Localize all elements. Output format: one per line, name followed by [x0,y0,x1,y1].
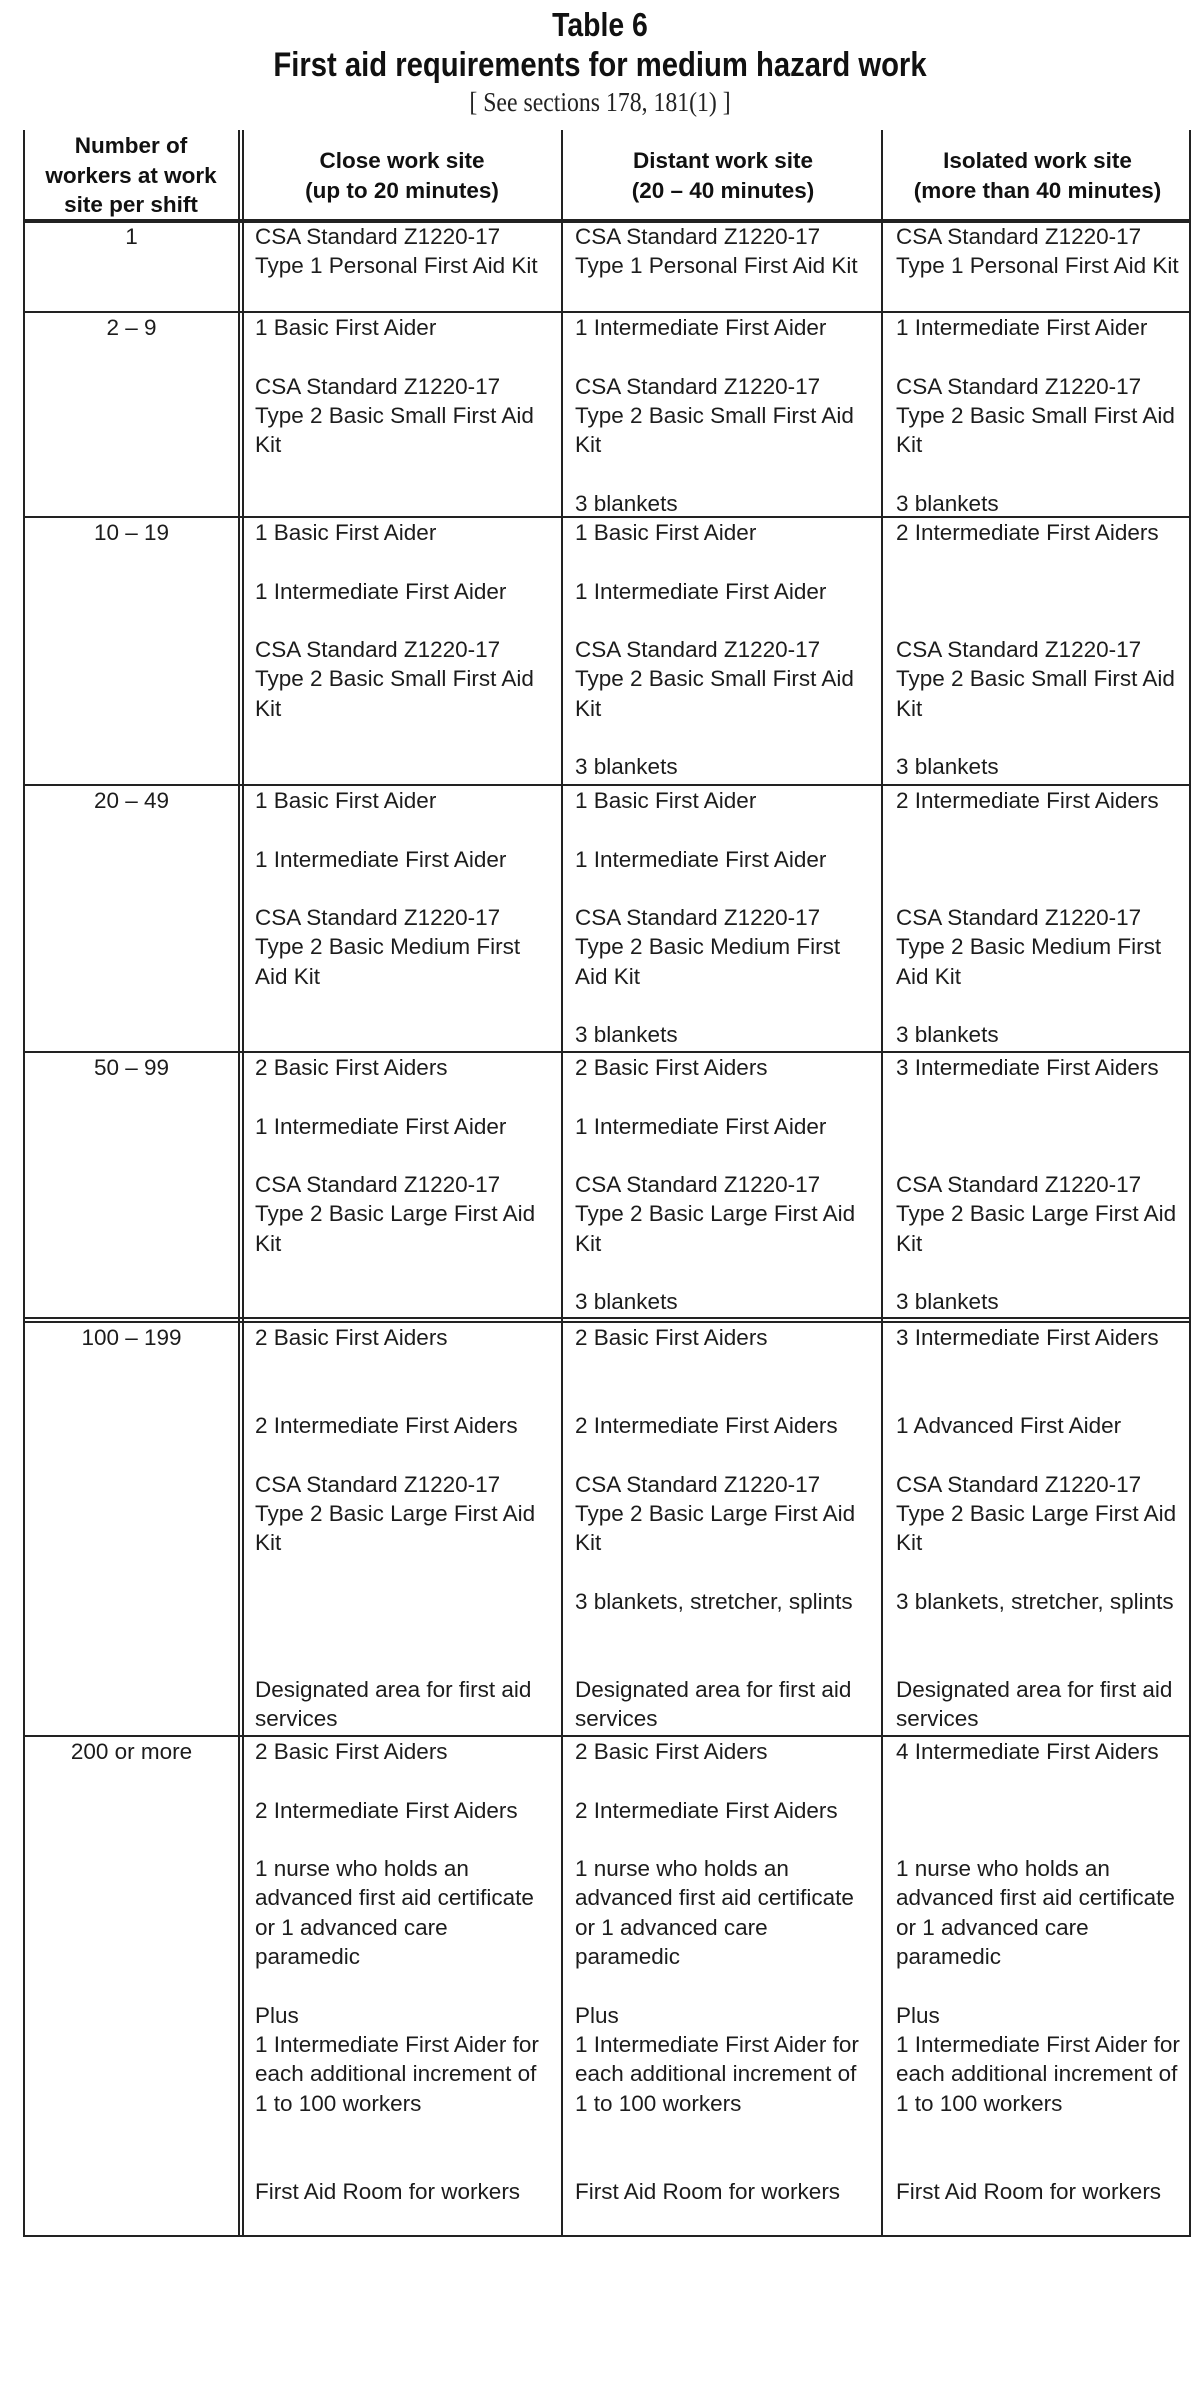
requirement-item: Plus [255,2002,299,2028]
requirement-item: 2 Intermediate First Aiders [575,1412,838,1438]
requirement-item: 1 Intermediate First Aider [575,315,827,340]
requirement-item: 3 Intermediate First Aiders [896,1325,1159,1350]
requirement-item: 1 Intermediate First Aider for each additional increment of 1 to 100 workers [255,2032,539,2116]
distant-work-site-cell [575,1053,874,1323]
requirement-item: 2 Intermediate First Aiders [896,788,1159,813]
requirement-item: 2 Basic First Aiders [575,1055,768,1080]
requirement-item: 2 Intermediate First Aiders [896,520,1159,545]
close-work-site-cell [255,518,553,786]
workers-count-cell: 2 – 9 [106,315,157,340]
requirement-item: 2 Intermediate First Aiders [575,1797,838,1823]
requirement-item: 3 blankets, stretcher, splints [896,1588,1174,1614]
header-workers-line: Number of [74,133,188,159]
requirement-item: First Aid Room for workers [896,2178,1162,2204]
header-close-title: Close work site [319,148,485,173]
requirement-item: 1 Intermediate First Aider [896,315,1148,340]
requirement-item: 3 blankets [896,1022,999,1048]
column-divider [242,130,244,2236]
requirement-item: Plus [575,2002,619,2028]
header-close-time: (up to 20 minutes) [305,177,499,203]
requirement-item: CSA Standard Z1220-17 Type 2 Basic Small First Aid Kit [255,373,534,458]
requirement-item: CSA Standard Z1220-17 Type 2 Basic Small First Aid Kit [896,637,1175,721]
header-close-work-site [243,130,561,221]
requirement-item: 2 Basic First Aiders [575,1325,768,1350]
distant-work-site-cell [575,222,874,313]
requirement-item: CSA Standard Z1220-17 Type 1 Personal First Aid Kit [896,224,1179,279]
distant-work-site-cell [575,1737,874,2237]
requirement-item: 2 Intermediate First Aiders [255,1412,518,1438]
workers-count-cell: 1 [125,224,138,249]
requirement-item: 1 Basic First Aider [255,315,437,340]
isolated-work-site-cell [896,1737,1181,2237]
requirement-item: 1 Basic First Aider [575,788,757,813]
header-isolated-work-site [884,130,1191,221]
requirement-item: 1 Basic First Aider [255,520,437,545]
requirement-item: CSA Standard Z1220-17 Type 2 Basic Large First Aid Kit [255,1172,536,1256]
requirement-item: CSA Standard Z1220-17 Type 2 Basic Medium First Aid Kit [255,905,521,989]
header-distant-work-site [563,130,883,221]
requirement-item: 3 Intermediate First Aiders [896,1055,1159,1080]
requirement-item: CSA Standard Z1220-17 Type 2 Basic Medium First Aid Kit [575,905,841,989]
requirement-item: Designated area for first aid services [896,1676,1173,1731]
requirement-item: Designated area for first aid services [255,1676,532,1731]
requirement-item: 3 blankets [575,754,678,780]
isolated-work-site-cell [896,1053,1181,1323]
distant-work-site-cell [575,518,874,786]
requirement-item: 3 blankets [896,490,999,516]
requirement-item: CSA Standard Z1220-17 Type 1 Personal First Aid Kit [255,224,538,279]
requirement-item: CSA Standard Z1220-17 Type 2 Basic Small First Aid Kit [575,373,854,458]
requirement-item: CSA Standard Z1220-17 Type 2 Basic Small First Aid Kit [575,637,854,721]
requirement-item: CSA Standard Z1220-17 Type 2 Basic Large First Aid Kit [896,1172,1177,1256]
requirement-item: 1 Intermediate First Aider [575,578,827,604]
requirement-item: 4 Intermediate First Aiders [896,1739,1159,1764]
column-divider [238,130,240,2236]
column-divider [1189,130,1191,2236]
distant-work-site-cell [575,786,874,1053]
isolated-work-site-cell [896,1323,1181,1737]
requirement-item: Plus [896,2002,940,2028]
close-work-site-cell [255,1323,553,1737]
table-number: Table 6 [552,6,648,43]
distant-work-site-cell [575,313,874,518]
column-divider [881,130,883,2236]
requirement-item: First Aid Room for workers [255,2178,521,2204]
requirement-item: 1 Intermediate First Aider for each additional increment of 1 to 100 workers [896,2032,1180,2116]
isolated-work-site-cell [896,313,1181,518]
requirement-item: 2 Basic First Aiders [575,1739,768,1764]
requirement-item: 1 Intermediate First Aider for each additional increment of 1 to 100 workers [575,2032,859,2116]
requirement-item: 3 blankets [575,1289,678,1315]
requirement-item: 1 Intermediate First Aider [575,846,827,872]
requirement-item: CSA Standard Z1220-17 Type 2 Basic Large First Aid Kit [575,1172,856,1256]
requirement-item: 1 nurse who holds an advanced first aid certificate or 1 advanced care paramedic [896,1856,1175,1970]
requirement-item: 1 Intermediate First Aider [575,1113,827,1139]
requirement-item: 2 Basic First Aiders [255,1055,448,1080]
isolated-work-site-cell [896,518,1181,786]
column-divider [561,130,563,2236]
workers-count-cell: 100 – 199 [81,1325,182,1350]
requirement-item: 3 blankets [575,490,678,516]
requirement-item: 1 nurse who holds an advanced first aid certificate or 1 advanced care paramedic [575,1856,854,1970]
close-work-site-cell [255,222,553,313]
header-isolated-time: (more than 40 minutes) [913,177,1162,203]
requirement-item: 3 blankets [896,754,999,780]
requirement-item: 1 Intermediate First Aider [255,578,507,604]
isolated-work-site-cell [896,786,1181,1053]
workers-count-cell: 50 – 99 [93,1055,170,1080]
requirement-item: CSA Standard Z1220-17 Type 2 Basic Small First Aid Kit [896,373,1175,458]
requirement-item: 1 Intermediate First Aider [255,1113,507,1139]
isolated-work-site-cell [896,222,1181,313]
requirement-item: 1 Intermediate First Aider [255,846,507,872]
requirement-item: CSA Standard Z1220-17 Type 2 Basic Large First Aid Kit [255,1471,536,1556]
workers-count-cell: 20 – 49 [93,788,170,813]
first-aid-requirements-table [23,130,1191,2236]
close-work-site-cell [255,786,553,1053]
requirement-item: 1 Basic First Aider [575,520,757,545]
header-distant-title: Distant work site [632,148,814,173]
header-workers-line: site per shift [64,192,198,218]
requirement-item: 2 Intermediate First Aiders [255,1797,518,1823]
close-work-site-cell [255,313,553,518]
close-work-site-cell [255,1053,553,1323]
requirement-item: CSA Standard Z1220-17 Type 2 Basic Medium First Aid Kit [896,905,1162,989]
requirement-item: Designated area for first aid services [575,1676,852,1731]
workers-count-cell: 200 or more [70,1739,193,1764]
requirement-item: 3 blankets [575,1022,678,1048]
requirement-item: CSA Standard Z1220-17 Type 2 Basic Small First Aid Kit [255,637,534,721]
requirement-item: First Aid Room for workers [575,2178,841,2204]
close-work-site-cell [255,1737,553,2237]
requirement-item: 1 Basic First Aider [255,788,437,813]
requirement-item: 3 blankets, stretcher, splints [575,1588,853,1614]
requirement-item: 1 nurse who holds an advanced first aid certificate or 1 advanced care paramedic [255,1856,534,1970]
header-distant-time: (20 – 40 minutes) [631,177,815,203]
requirement-item: CSA Standard Z1220-17 Type 2 Basic Large First Aid Kit [575,1471,856,1556]
distant-work-site-cell [575,1323,874,1737]
requirement-item: CSA Standard Z1220-17 Type 2 Basic Large First Aid Kit [896,1471,1177,1556]
requirement-item: 3 blankets [896,1289,999,1315]
requirement-item: 1 Advanced First Aider [896,1412,1122,1438]
requirement-item: CSA Standard Z1220-17 Type 1 Personal First Aid Kit [575,224,858,279]
header-workers [23,130,239,221]
requirement-item: 2 Basic First Aiders [255,1739,448,1764]
requirement-item: 2 Basic First Aiders [255,1325,448,1350]
header-isolated-title: Isolated work site [943,148,1132,173]
workers-count-cell: 10 – 19 [93,520,170,545]
table-title: First aid requirements for medium hazard work [273,46,927,84]
section-reference: [ See sections 178, 181(1) ] [469,87,731,117]
header-workers-line: workers at work [45,162,217,188]
